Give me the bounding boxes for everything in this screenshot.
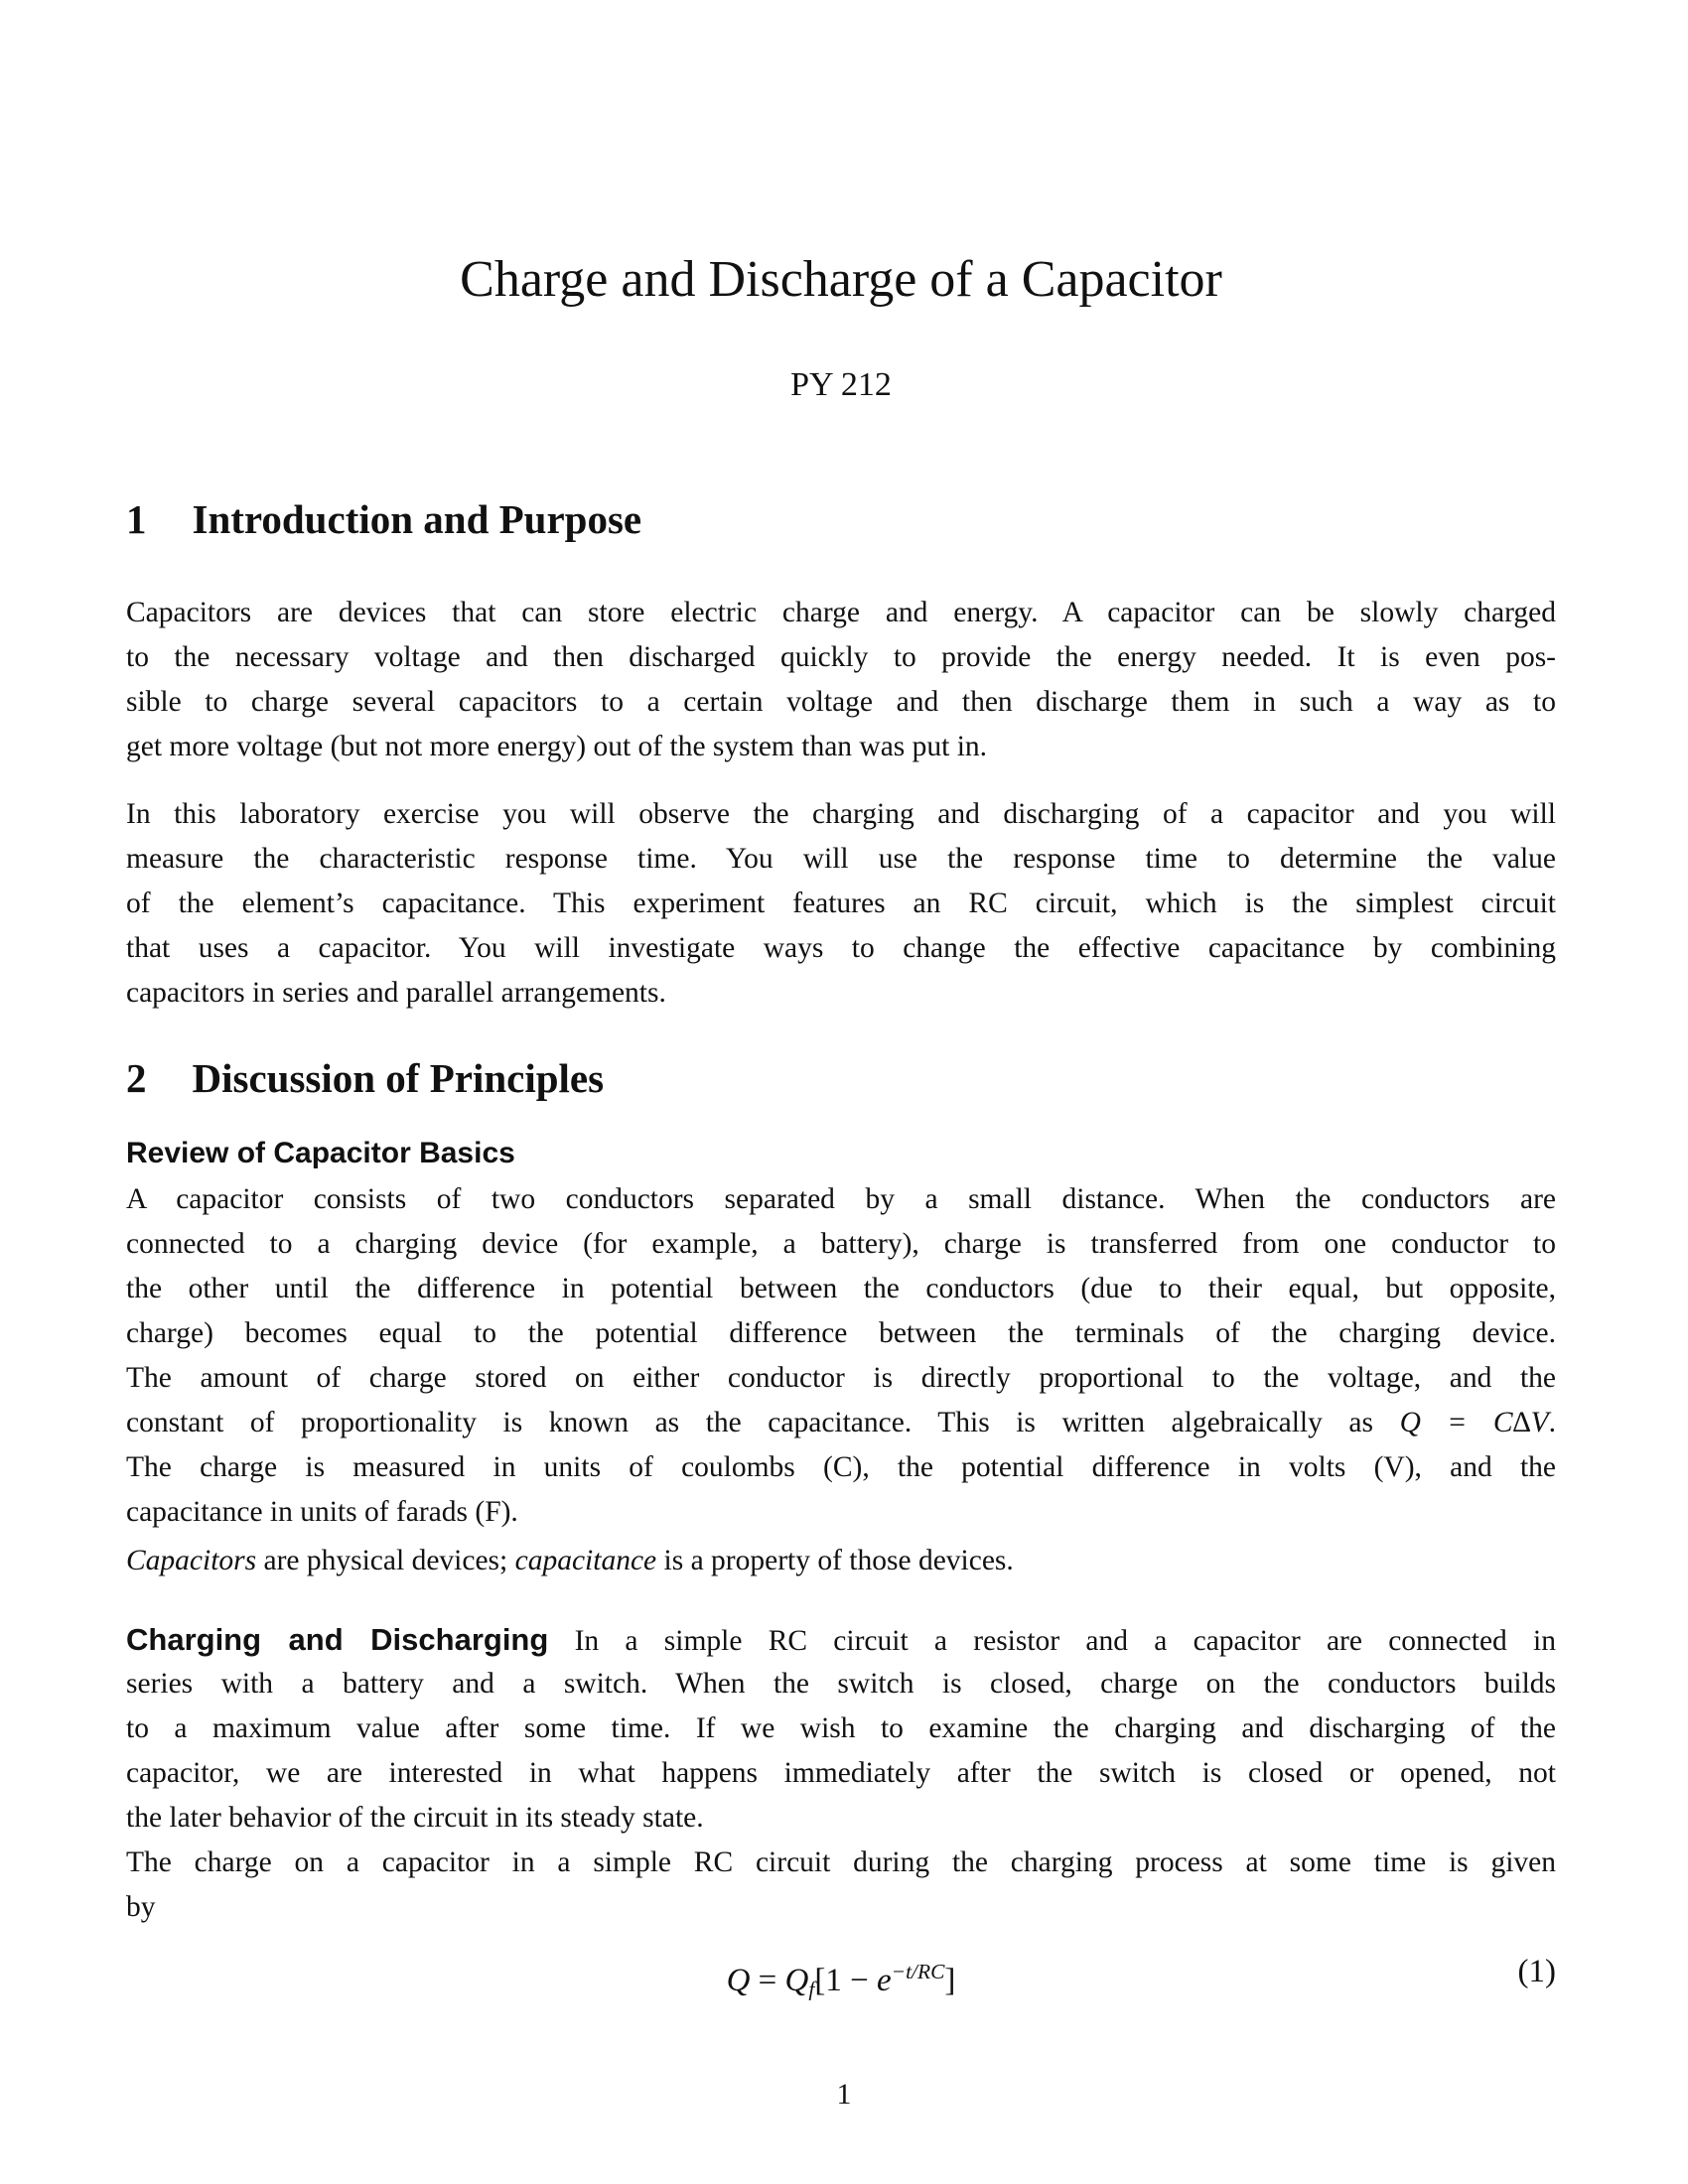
paragraph-line: The amount of charge stored on either conductor is directly proportional to the voltage, and the [126, 1362, 1556, 1394]
charge-equation-intro-paragraph [126, 1841, 1556, 1930]
paragraph-line: connected to a charging device (for example, a battery), charge is transferred from one conductor to [126, 1228, 1556, 1260]
equation-exponent: −t/RC [891, 1960, 945, 1983]
paragraph-line-with-runin [126, 1617, 1556, 1662]
paragraph-line: capacitance in units of farads (F). [126, 1496, 518, 1528]
note-text: is a property of those devices. [656, 1545, 1014, 1576]
paragraph-line: to a maximum value after some time. If we wish to examine the charging and discharging of the [126, 1712, 1556, 1744]
paragraph-line: capacitors in series and parallel arrangements. [126, 977, 666, 1009]
intro-paragraph-1 [126, 591, 1556, 769]
paragraph-line: the later behavior of the circuit in its steady state. [126, 1802, 704, 1834]
paragraph-line: sible to charge several capacitors to a certain voltage and then discharge them in such a way as to [126, 686, 1556, 718]
paragraph-line: by [126, 1891, 156, 1923]
course-code: PY 212 [790, 366, 892, 403]
section-1-number: 1 [126, 496, 147, 542]
paragraph-line: The charge on a capacitor in a simple RC circuit during the charging process at some time is given [126, 1846, 1556, 1878]
intro-paragraph-2 [126, 792, 1556, 1016]
paragraph-line: The charge is measured in units of coulombs (C), the potential difference in volts (V), and the [126, 1451, 1556, 1483]
capacitor-note [126, 1539, 1556, 1583]
paragraph-line: get more voltage (but not more energy) out of the system than was put in. [126, 731, 988, 762]
review-paragraph [126, 1177, 1556, 1535]
equation-bracket: [1 − [814, 1962, 877, 1998]
note-text: are physical devices; [256, 1545, 515, 1576]
paragraph-line: the other until the difference in potential between the conductors (due to their equal, but opposite, [126, 1273, 1556, 1304]
equation-number: (1) [1517, 1954, 1556, 1989]
paragraph-line: In this laboratory exercise you will observe the charging and discharging of a capacitor and you will [126, 798, 1556, 830]
equation-symbol: e [876, 1962, 892, 1998]
review-basics-heading: Review of Capacitor Basics [126, 1137, 515, 1169]
inline-formula: Q = C∆V [1399, 1407, 1549, 1438]
equation-bracket: ] [944, 1962, 956, 1998]
charging-discharging-heading: Charging and Discharging [126, 1622, 549, 1657]
section-2-title: Discussion of Principles [192, 1055, 605, 1101]
paragraph-line: measure the characteristic response time. You will use the response time to determine the value [126, 843, 1556, 875]
charging-equation [726, 1960, 956, 2001]
equation-symbol: Q [726, 1962, 751, 1998]
section-1-heading [126, 492, 1556, 547]
document-title: Charge and Discharge of a Capacitor [460, 251, 1222, 308]
paragraph-line-with-formula [126, 1401, 1556, 1445]
equation-symbol: Q [784, 1962, 809, 1998]
paragraph-line: charge) becomes equal to the potential difference between the terminals of the charging device. [126, 1317, 1556, 1349]
charging-paragraph [126, 1617, 1556, 1841]
equation-equals: = [750, 1962, 785, 1998]
paragraph-line: series with a battery and a switch. When the switch is closed, charge on the conductors builds [126, 1668, 1556, 1700]
paragraph-line: Capacitors are devices that can store electric charge and energy. A capacitor can be slowly charged [126, 597, 1556, 628]
text-column [126, 0, 1556, 2001]
paragraph-line: that uses a capacitor. You will investigate ways to change the effective capacitance by combining [126, 932, 1556, 964]
section-2-number: 2 [126, 1055, 147, 1101]
paragraph-line: to the necessary voltage and then discharged quickly to provide the energy needed. It is even pos- [126, 641, 1556, 673]
italic-term: Capacitors [126, 1545, 257, 1576]
section-1-title: Introduction and Purpose [192, 496, 642, 542]
paragraph-line: capacitor, we are interested in what happens immediately after the switch is closed or opened, not [126, 1757, 1556, 1789]
section-2-heading [126, 1051, 1556, 1106]
line-text: . [1548, 1407, 1556, 1438]
line-text: In a simple RC circuit a resistor and a capacitor are connected in [548, 1625, 1556, 1657]
italic-term: capacitance [514, 1545, 657, 1576]
paragraph-line: of the element’s capacitance. This experiment features an RC circuit, which is the simplest circuit [126, 887, 1556, 919]
page-number: 1 [836, 2078, 852, 2111]
paragraph-line: A capacitor consists of two conductors separated by a small distance. When the conductors are [126, 1183, 1556, 1215]
display-equation-row [126, 1942, 1556, 2001]
equation-subscript: f [808, 1977, 815, 2001]
line-text: constant of proportionality is known as the capacitance. This is written algebraically as [126, 1407, 1400, 1438]
